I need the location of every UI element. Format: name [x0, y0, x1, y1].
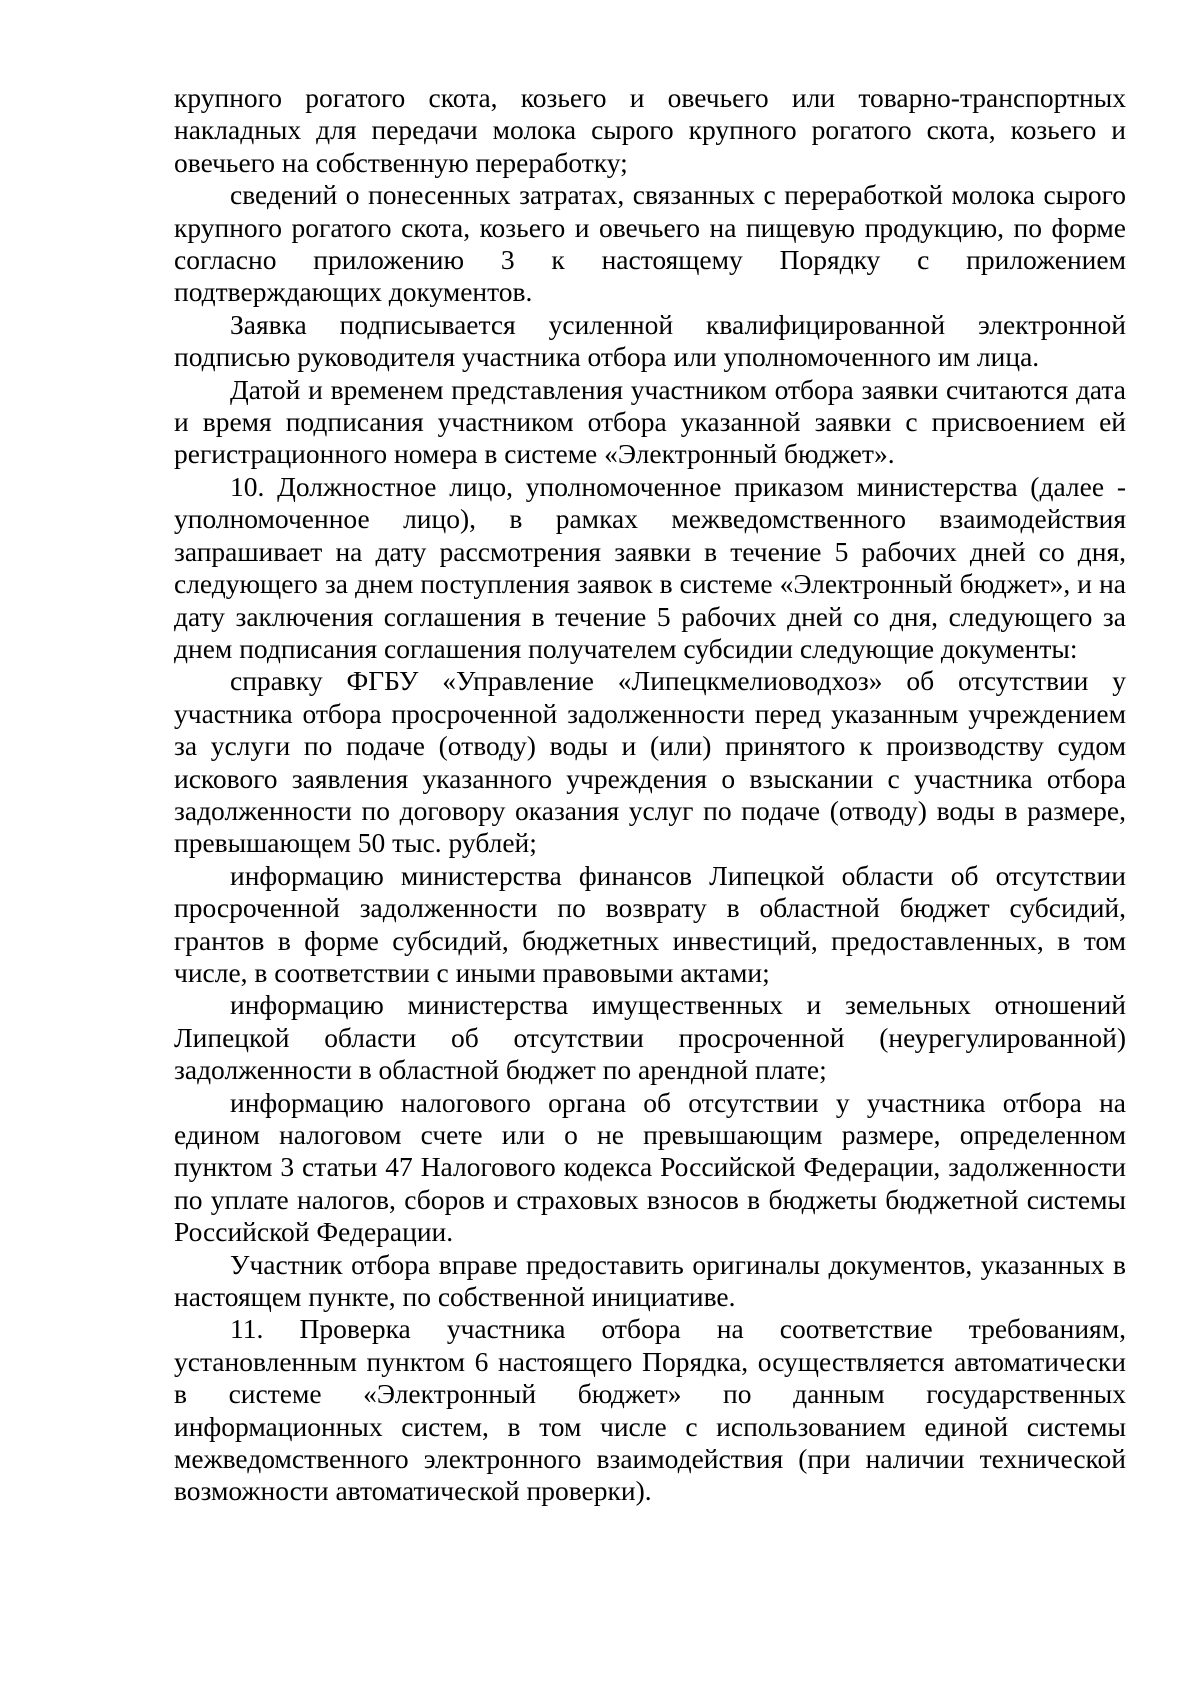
paragraph-3: Заявка подписывается усиленной квалифицированной электронной подписью руководителя участника отбора или уполномоченного им лица. — [174, 308, 1126, 373]
paragraph-9: информацию налогового органа об отсутствии у участника отбора на едином налоговом счете или о не превышающим размере, определенном пунктом 3 статьи 47 Налогового кодекса Российской Федерации, задолженности по уплате налогов, сборов и страховых взносов в бюджеты бюджетной системы Российской Федерации. — [174, 1086, 1126, 1248]
document-body — [174, 82, 1126, 1508]
paragraph-7: информацию министерства финансов Липецкой области об отсутствии просроченной задолженности по возврату в областной бюджет субсидий, грантов в форме субсидий, бюджетных инвестиций, предоставленных, в том числе, в соответствии с иными правовыми актами; — [174, 859, 1126, 988]
paragraph-6: справку ФГБУ «Управление «Липецкмелиоводхоз» об отсутствии у участника отбора просроченной задолженности перед указанным учреждением за услуги по подаче (отводу) воды и (или) принятого к производству судом искового заявления указанного учреждения о взыскании с участника отбора задолженности по договору оказания услуг по подаче (отводу) воды в размере, превышающем 50 тыс. рублей; — [174, 665, 1126, 859]
paragraph-4: Датой и временем представления участником отбора заявки считаются дата и время подписания участником отбора указанной заявки с присвоением ей регистрационного номера в системе «Электронный бюджет». — [174, 373, 1126, 470]
paragraph-11: 11. Проверка участника отбора на соответствие требованиям, установленным пунктом 6 настоящего Порядка, осуществляется автоматически в системе «Электронный бюджет» по данным государственных информационных систем, в том числе с использованием единой системы межведомственного электронного взаимодействия (при наличии технической возможности автоматической проверки). — [174, 1313, 1126, 1507]
paragraph-1: крупного рогатого скота, козьего и овечьего или товарно-транспортных накладных для передачи молока сырого крупного рогатого скота, козьего и овечьего на собственную переработку; — [174, 82, 1126, 178]
paragraph-2: сведений о понесенных затратах, связанных с переработкой молока сырого крупного рогатого скота, козьего и овечьего на пищевую продукцию, по форме согласно приложению 3 к настоящему Порядку с приложением подтверждающих документов. — [174, 179, 1126, 308]
paragraph-5: 10. Должностное лицо, уполномоченное приказом министерства (далее - уполномоченное лицо), в рамках межведомственного взаимодействия запрашивает на дату рассмотрения заявки в течение 5 рабочих дней со дня, следующего за днем поступления заявок в системе «Электронный бюджет», и на дату заключения соглашения в течение 5 рабочих дней со дня, следующего за днем подписания соглашения получателем субсидии следующие документы: — [174, 470, 1126, 664]
paragraph-8: информацию министерства имущественных и земельных отношений Липецкой области об отсутствии просроченной (неурегулированной) задолженности в областной бюджет по арендной плате; — [174, 989, 1126, 1086]
paragraph-10: Участник отбора вправе предоставить оригиналы документов, указанных в настоящем пункте, по собственной инициативе. — [174, 1248, 1126, 1313]
